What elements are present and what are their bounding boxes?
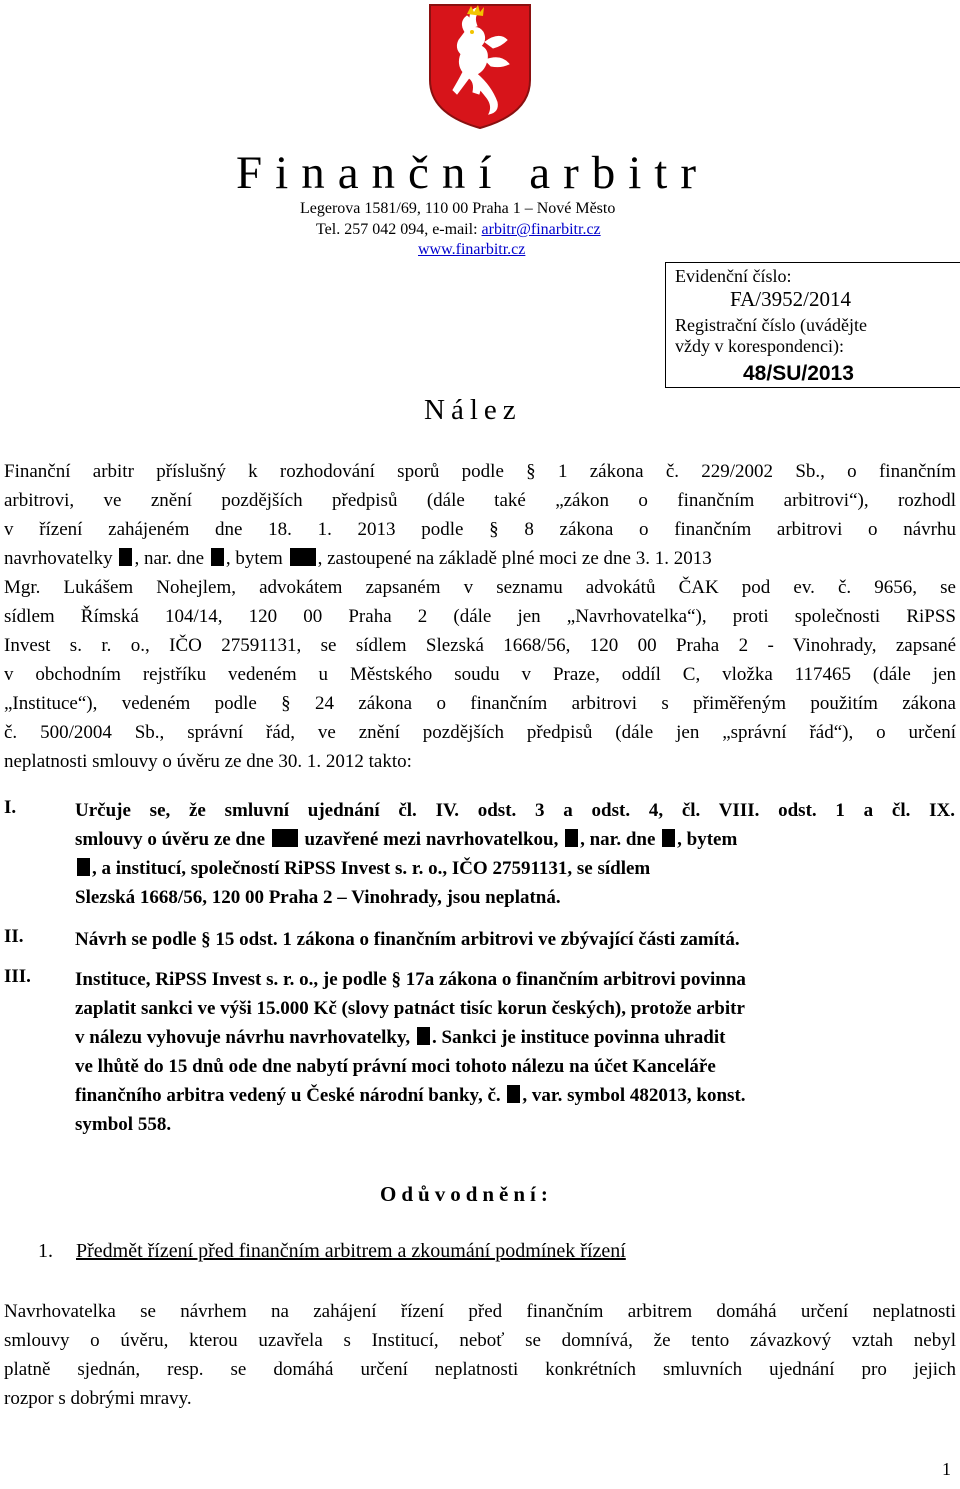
- intro-line: „Instituce“), vedeném podle § 24 zákona o finančním arbitrovi s přiměřeným použitím zákona: [4, 693, 956, 714]
- verdict-line: Určuje se, že smluvní ujednání čl. IV. odst. 3 a odst. 4, čl. VIII. odst. 1 a čl. IX.: [75, 800, 955, 821]
- website-line: [418, 241, 525, 259]
- evidence-number: FA/3952/2014: [730, 287, 851, 311]
- redaction-box: [290, 548, 316, 566]
- address-line: Legerova 1581/69, 110 00 Praha 1 – Nové Město: [300, 200, 616, 217]
- phone-text: Tel. 257 042 094, e-mail:: [316, 221, 482, 238]
- website-link[interactable]: www.finarbitr.cz: [418, 241, 526, 258]
- redaction-box: [77, 858, 90, 876]
- verdict-text: finančního arbitra vedený u České národní banky, č.: [75, 1085, 506, 1106]
- verdict-text: , a institucí, společností RiPSS Invest s. r. o., IČO 27591131, se sídlem: [92, 858, 651, 879]
- verdict-line: Slezská 1668/56, 120 00 Praha 2 – Vinohrady, jsou neplatná.: [75, 887, 561, 908]
- reasoning-heading: Odůvodnění:: [380, 1182, 553, 1206]
- reasoning-line: smlouvy o úvěru, kterou uzavřela s Institucí, neboť se domnívá, že tento závazkový vztah nebyl: [4, 1330, 956, 1351]
- intro-line: v řízení zahájeném dne 18. 1. 2013 podle § 8 zákona o finančním arbitrovi o návrhu: [4, 519, 956, 540]
- document-heading: Nález: [424, 394, 522, 426]
- intro-text: navrhovatelky: [4, 548, 118, 569]
- verdict-numeral: III.: [4, 966, 31, 987]
- reasoning-line: Navrhovatelka se návrhem na zahájení řízení před finančním arbitrem domáhá určení neplatnosti: [4, 1301, 956, 1322]
- intro-line: Invest s. r. o., IČO 27591131, se sídlem Slezská 1668/56, 120 00 Praha 2 - Vinohrady, zapsané: [4, 635, 956, 656]
- intro-line: neplatnosti smlouvy o úvěru ze dne 30. 1. 2012 takto:: [4, 751, 412, 772]
- verdict-line: Instituce, RiPSS Invest s. r. o., je podle § 17a zákona o finančním arbitrovi povinna: [75, 969, 746, 990]
- intro-text: , zastoupené na základě plné moci ze dne 3. 1. 2013: [317, 548, 712, 569]
- section-number: 1.: [38, 1240, 53, 1262]
- verdict-text: uzavřené mezi navrhovatelkou,: [299, 829, 564, 850]
- registration-number-label: Registrační číslo (uvádějte: [675, 315, 867, 335]
- email-link[interactable]: arbitr@finarbitr.cz: [481, 221, 601, 238]
- verdict-text: . Sankci je instituce povinna uhradit: [431, 1027, 726, 1048]
- registration-number-label-2: vždy v korespondenci):: [675, 336, 844, 356]
- intro-text: , bytem: [225, 548, 288, 569]
- contact-line: [316, 221, 601, 239]
- verdict-line: symbol 558.: [75, 1114, 172, 1135]
- reasoning-line: rozpor s dobrými mravy.: [4, 1388, 192, 1409]
- verdict-text: , var. symbol 482013, konst.: [522, 1085, 746, 1106]
- redaction-box: [211, 548, 224, 566]
- reasoning-line: platně sjednán, resp. se domáhá určení neplatnosti konkrétních smluvních ujednání pro jejich: [4, 1359, 956, 1380]
- redaction-box: [662, 829, 675, 847]
- redaction-box: [272, 829, 298, 847]
- verdict-line: [75, 1024, 955, 1052]
- intro-line: v obchodním rejstříku vedeném u Městského soudu v Praze, oddíl C, vložka 117465 (dále jen: [4, 664, 956, 685]
- intro-line: Finanční arbitr příslušný k rozhodování sporů podle § 1 zákona č. 229/2002 Sb., o finančním: [4, 461, 956, 482]
- section-title: Předmět řízení před finančním arbitrem a zkoumání podmínek řízení: [76, 1240, 626, 1262]
- verdict-line: [75, 826, 955, 854]
- redaction-box: [417, 1027, 430, 1045]
- page-number: 1: [942, 1459, 951, 1479]
- verdict-numeral: I.: [4, 797, 17, 818]
- verdict-text: , bytem: [677, 829, 738, 850]
- registration-number: 48/SU/2013: [743, 362, 854, 385]
- verdict-text: smlouvy o úvěru ze dne: [75, 829, 270, 850]
- verdict-line: zaplatit sankci ve výši 15.000 Kč (slovy patnáct tisíc korun českých), protože arbitr: [75, 998, 745, 1019]
- verdict-line: Návrh se podle § 15 odst. 1 zákona o finančním arbitrovi ve zbývající části zamítá.: [75, 929, 740, 950]
- redaction-box: [119, 548, 132, 566]
- czech-coat-of-arms-emblem: [427, 2, 533, 130]
- verdict-numeral: II.: [4, 926, 24, 947]
- verdict-text: , nar. dne: [580, 829, 661, 850]
- intro-line: č. 500/2004 Sb., správní řád, ve znění pozdějších předpisů (dále jen „správní řád“), o určení: [4, 722, 956, 743]
- page-title: Finanční arbitr: [236, 147, 710, 199]
- verdict-line: [75, 1082, 955, 1110]
- verdict-line: [75, 855, 955, 883]
- redaction-box: [507, 1085, 520, 1103]
- intro-text: , nar. dne: [134, 548, 209, 569]
- evidence-number-label: Evidenční číslo:: [675, 266, 792, 286]
- verdict-text: v nálezu vyhovuje návrhu navrhovatelky,: [75, 1027, 415, 1048]
- intro-line: arbitrovi, ve znění pozdějších předpisů (dále také „zákon o finančním arbitrovi“), rozhodl: [4, 490, 956, 511]
- verdict-line: ve lhůtě do 15 dnů ode dne nabytí právní moci tohoto nálezu na účet Kanceláře: [75, 1056, 716, 1077]
- intro-line: sídlem Římská 104/14, 120 00 Praha 2 (dále jen „Navrhovatelka“), proti společnosti RiPSS: [4, 606, 956, 627]
- intro-line: Mgr. Lukášem Nohejlem, advokátem zapsaném v seznamu advokátů ČAK pod ev. č. 9656, se: [4, 577, 956, 598]
- redaction-box: [565, 829, 578, 847]
- intro-line: [4, 545, 956, 573]
